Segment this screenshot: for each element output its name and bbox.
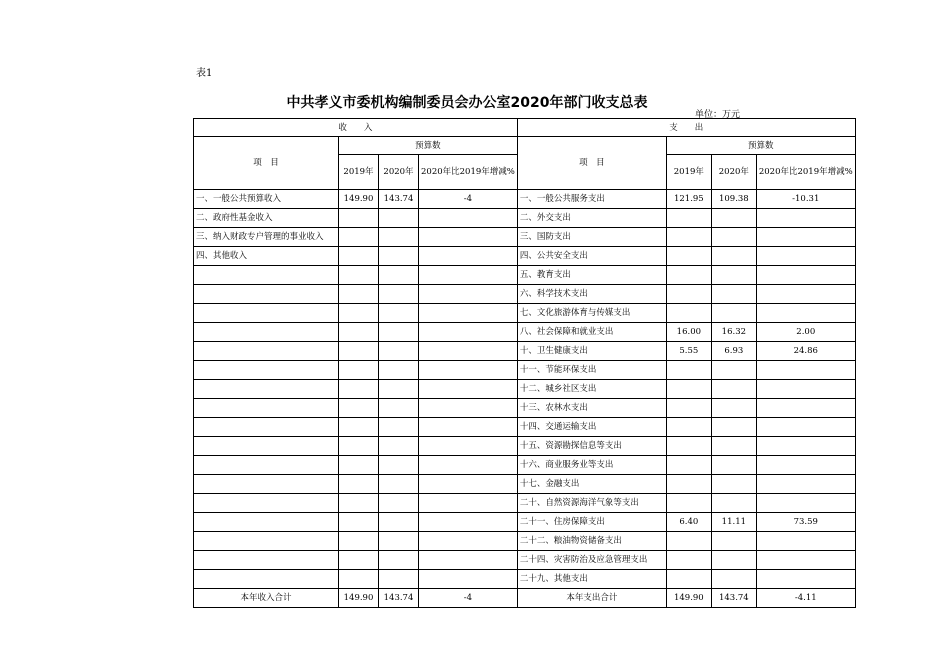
income-item-header: 项 目 (194, 137, 339, 190)
income-2019-cell (339, 266, 379, 285)
income-change-cell (419, 380, 518, 399)
table-row (194, 285, 856, 304)
expense-item-cell: 十三、农林水支出 (517, 399, 666, 418)
expense-2019-cell (666, 247, 711, 266)
income-2020-cell (379, 361, 419, 380)
table-row (194, 532, 856, 551)
income-2020-cell (379, 418, 419, 437)
expense-item-cell: 四、公共安全支出 (517, 247, 666, 266)
income-item-cell: 四、其他收入 (194, 247, 339, 266)
expense-2019-cell (666, 475, 711, 494)
income-change-cell (419, 361, 518, 380)
income-2020-cell (379, 399, 419, 418)
income-item-cell (194, 418, 339, 437)
expense-2019-cell (666, 228, 711, 247)
income-total-change: -4 (419, 589, 518, 608)
expense-budget-header: 预算数 (666, 137, 855, 155)
expense-item-cell: 二十九、其他支出 (517, 570, 666, 589)
expense-item-cell: 二十、自然资源海洋气象等支出 (517, 494, 666, 513)
income-2020-cell (379, 551, 419, 570)
expense-item-cell: 三、国防支出 (517, 228, 666, 247)
expense-change-header: 2020年比2019年增减% (756, 155, 855, 190)
income-2019-cell (339, 570, 379, 589)
expense-item-cell: 十四、交通运输支出 (517, 418, 666, 437)
income-2019-cell (339, 456, 379, 475)
table-row (194, 399, 856, 418)
income-item-cell (194, 342, 339, 361)
income-change-cell (419, 323, 518, 342)
income-2020-cell (379, 228, 419, 247)
income-2020-cell (379, 266, 419, 285)
expense-2020-cell: 16.32 (711, 323, 756, 342)
table-row (194, 247, 856, 266)
expense-2019-cell (666, 437, 711, 456)
expense-change-cell (756, 228, 855, 247)
income-change-cell (419, 532, 518, 551)
expense-2019-cell (666, 494, 711, 513)
income-change-cell (419, 285, 518, 304)
table-row (194, 456, 856, 475)
expense-2019-cell (666, 570, 711, 589)
table-row (194, 361, 856, 380)
income-change-cell (419, 304, 518, 323)
income-2020-cell: 143.74 (379, 190, 419, 209)
income-2019-cell (339, 399, 379, 418)
income-item-cell (194, 361, 339, 380)
expense-2019-cell (666, 456, 711, 475)
expense-2019-cell (666, 361, 711, 380)
income-item-cell (194, 570, 339, 589)
expense-2019-cell (666, 532, 711, 551)
income-2019-cell (339, 247, 379, 266)
expense-2020-cell: 11.11 (711, 513, 756, 532)
expense-item-cell: 二十四、灾害防治及应急管理支出 (517, 551, 666, 570)
budget-summary-table (193, 118, 856, 608)
expense-2019-cell (666, 304, 711, 323)
expense-2020-cell (711, 228, 756, 247)
table-row (194, 494, 856, 513)
income-item-cell (194, 437, 339, 456)
table-row (194, 551, 856, 570)
income-change-cell (419, 418, 518, 437)
expense-change-cell (756, 456, 855, 475)
income-header: 收 入 (194, 119, 518, 137)
expense-item-cell: 一、一般公共服务支出 (517, 190, 666, 209)
expense-item-header: 项 目 (517, 137, 666, 190)
expense-2019-cell: 16.00 (666, 323, 711, 342)
expense-change-cell (756, 418, 855, 437)
income-2019-cell (339, 418, 379, 437)
expense-item-cell: 七、文化旅游体育与传媒支出 (517, 304, 666, 323)
income-2020-cell (379, 323, 419, 342)
income-item-cell (194, 399, 339, 418)
table-row (194, 228, 856, 247)
income-total-2020: 143.74 (379, 589, 419, 608)
expense-item-cell: 十七、金融支出 (517, 475, 666, 494)
expense-change-cell (756, 437, 855, 456)
expense-2019-header: 2019年 (666, 155, 711, 190)
expense-2019-cell (666, 380, 711, 399)
expense-2019-cell (666, 285, 711, 304)
expense-2019-cell: 121.95 (666, 190, 711, 209)
expense-item-cell: 八、社会保障和就业支出 (517, 323, 666, 342)
income-change-cell (419, 247, 518, 266)
expense-change-cell (756, 551, 855, 570)
income-item-cell (194, 494, 339, 513)
income-2020-cell (379, 304, 419, 323)
expense-change-cell (756, 380, 855, 399)
expense-header: 支 出 (517, 119, 855, 137)
income-2020-cell (379, 437, 419, 456)
income-change-cell (419, 399, 518, 418)
income-change-header: 2020年比2019年增减% (419, 155, 518, 190)
expense-change-cell (756, 494, 855, 513)
expense-2020-header: 2020年 (711, 155, 756, 190)
income-2019-cell: 149.90 (339, 190, 379, 209)
expense-2020-cell (711, 209, 756, 228)
income-change-cell (419, 342, 518, 361)
income-2019-cell (339, 361, 379, 380)
income-item-cell: 一、一般公共预算收入 (194, 190, 339, 209)
expense-change-cell (756, 247, 855, 266)
expense-item-cell: 十二、城乡社区支出 (517, 380, 666, 399)
income-item-cell: 三、纳入财政专户管理的事业收入 (194, 228, 339, 247)
expense-2020-cell (711, 361, 756, 380)
income-2020-cell (379, 342, 419, 361)
expense-total-change: -4.11 (756, 589, 855, 608)
expense-change-cell (756, 570, 855, 589)
expense-2020-cell (711, 418, 756, 437)
expense-item-cell: 五、教育支出 (517, 266, 666, 285)
income-total-label: 本年收入合计 (194, 589, 339, 608)
expense-2020-cell (711, 380, 756, 399)
expense-item-cell: 十六、商业服务业等支出 (517, 456, 666, 475)
income-change-cell (419, 437, 518, 456)
income-2019-cell (339, 209, 379, 228)
expense-change-cell: 2.00 (756, 323, 855, 342)
expense-2020-cell (711, 475, 756, 494)
income-change-cell (419, 570, 518, 589)
expense-2020-cell (711, 266, 756, 285)
expense-item-cell: 二十一、住房保障支出 (517, 513, 666, 532)
totals-row (194, 589, 856, 608)
income-item-cell (194, 323, 339, 342)
income-budget-header: 预算数 (339, 137, 518, 155)
expense-total-2020: 143.74 (711, 589, 756, 608)
income-2019-cell (339, 323, 379, 342)
expense-item-cell: 十五、资源勘探信息等支出 (517, 437, 666, 456)
expense-item-cell: 六、科学技术支出 (517, 285, 666, 304)
expense-2020-cell (711, 304, 756, 323)
expense-change-cell (756, 361, 855, 380)
income-2020-cell (379, 494, 419, 513)
income-2019-cell (339, 494, 379, 513)
income-2019-cell (339, 228, 379, 247)
expense-2019-cell (666, 418, 711, 437)
table-number: 表1 (196, 68, 213, 79)
income-change-cell (419, 209, 518, 228)
expense-2019-cell: 5.55 (666, 342, 711, 361)
expense-change-cell (756, 399, 855, 418)
income-2020-cell (379, 380, 419, 399)
income-change-cell: -4 (419, 190, 518, 209)
income-2020-cell (379, 475, 419, 494)
income-item-cell: 二、政府性基金收入 (194, 209, 339, 228)
income-change-cell (419, 228, 518, 247)
expense-2020-cell (711, 437, 756, 456)
expense-2020-cell (711, 570, 756, 589)
income-item-cell (194, 551, 339, 570)
expense-change-cell (756, 475, 855, 494)
expense-total-label: 本年支出合计 (517, 589, 666, 608)
income-2019-cell (339, 551, 379, 570)
income-item-cell (194, 266, 339, 285)
income-change-cell (419, 494, 518, 513)
expense-change-cell (756, 532, 855, 551)
income-item-cell (194, 456, 339, 475)
income-2019-cell (339, 285, 379, 304)
expense-2019-cell (666, 551, 711, 570)
table-row (194, 304, 856, 323)
table-row (194, 513, 856, 532)
expense-2020-cell (711, 285, 756, 304)
income-2019-cell (339, 304, 379, 323)
income-item-cell (194, 304, 339, 323)
expense-item-cell: 二、外交支出 (517, 209, 666, 228)
income-item-cell (194, 513, 339, 532)
expense-2019-cell (666, 399, 711, 418)
expense-2020-cell (711, 399, 756, 418)
income-item-cell (194, 285, 339, 304)
income-2020-cell (379, 456, 419, 475)
expense-change-cell (756, 304, 855, 323)
expense-item-cell: 二十二、粮油物资储备支出 (517, 532, 666, 551)
income-2020-cell (379, 532, 419, 551)
table-row (194, 323, 856, 342)
expense-change-cell (756, 266, 855, 285)
expense-2019-cell (666, 266, 711, 285)
income-2020-cell (379, 285, 419, 304)
income-2020-cell (379, 570, 419, 589)
expense-2020-cell: 109.38 (711, 190, 756, 209)
table-row (194, 209, 856, 228)
expense-item-cell: 十一、节能环保支出 (517, 361, 666, 380)
income-2020-cell (379, 209, 419, 228)
expense-2020-cell: 6.93 (711, 342, 756, 361)
income-change-cell (419, 513, 518, 532)
expense-change-cell: -10.31 (756, 190, 855, 209)
expense-total-2019: 149.90 (666, 589, 711, 608)
expense-2020-cell (711, 456, 756, 475)
income-change-cell (419, 551, 518, 570)
table-row (194, 380, 856, 399)
income-change-cell (419, 266, 518, 285)
page-title: 中共孝义市委机构编制委员会办公室2020年部门收支总表 (286, 95, 648, 111)
income-2019-cell (339, 437, 379, 456)
income-2019-header: 2019年 (339, 155, 379, 190)
expense-2019-cell (666, 209, 711, 228)
income-2019-cell (339, 513, 379, 532)
table-row (194, 418, 856, 437)
table-row (194, 570, 856, 589)
table-row (194, 437, 856, 456)
expense-change-cell (756, 285, 855, 304)
expense-2020-cell (711, 247, 756, 266)
income-item-cell (194, 380, 339, 399)
income-change-cell (419, 456, 518, 475)
expense-change-cell (756, 209, 855, 228)
income-2019-cell (339, 475, 379, 494)
income-2019-cell (339, 342, 379, 361)
income-2020-cell (379, 513, 419, 532)
expense-2019-cell: 6.40 (666, 513, 711, 532)
income-2020-cell (379, 247, 419, 266)
expense-2020-cell (711, 494, 756, 513)
expense-2020-cell (711, 551, 756, 570)
table-row (194, 475, 856, 494)
expense-change-cell: 73.59 (756, 513, 855, 532)
income-item-cell (194, 475, 339, 494)
table-row (194, 190, 856, 209)
unit-label: 单位：万元 (694, 110, 740, 120)
expense-change-cell: 24.86 (756, 342, 855, 361)
table-row (194, 342, 856, 361)
income-2019-cell (339, 380, 379, 399)
expense-2020-cell (711, 532, 756, 551)
table-row (194, 266, 856, 285)
income-2020-header: 2020年 (379, 155, 419, 190)
income-item-cell (194, 532, 339, 551)
income-2019-cell (339, 532, 379, 551)
expense-item-cell: 十、卫生健康支出 (517, 342, 666, 361)
income-total-2019: 149.90 (339, 589, 379, 608)
income-change-cell (419, 475, 518, 494)
